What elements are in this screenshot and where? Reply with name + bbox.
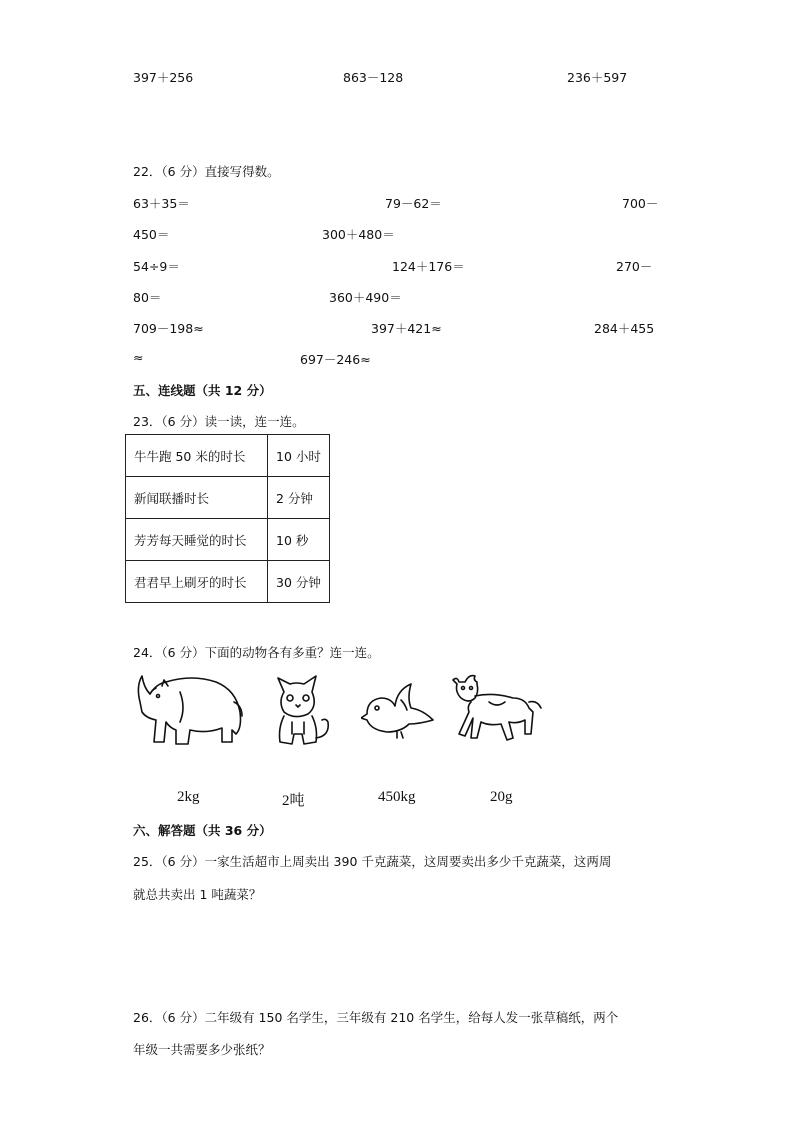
table-row [126, 519, 330, 561]
weight-option[interactable]: 2kg [177, 789, 200, 805]
activity-cell[interactable]: 新闻联播时长 [126, 477, 268, 519]
q22-item: 700－ [622, 196, 659, 211]
activity-cell[interactable]: 牛牛跑 50 米的时长 [126, 435, 268, 477]
q22-item: 63＋35＝ [133, 196, 190, 211]
top-expression-1: 397＋256 [133, 70, 194, 85]
section6-title: 六、解答题（共 36 分） [133, 823, 272, 838]
duration-cell[interactable]: 10 小时 [268, 435, 330, 477]
q22-item: 270－ [616, 259, 653, 274]
table-row [126, 435, 330, 477]
q24-title: 24．（6 分）下面的动物各有多重？连一连。 [133, 645, 380, 660]
q22-item: 697－246≈ [300, 352, 371, 367]
q22-item: 360＋490＝ [329, 290, 402, 305]
top-expression-3: 236＋597 [567, 70, 628, 85]
q22-item: 450＝ [133, 227, 170, 242]
q25-text-line1: 25．（6 分）一家生活超市上周卖出 390 千克蔬菜，这周要卖出多少千克蔬菜，这两周 [133, 854, 612, 869]
activity-cell[interactable]: 芳芳每天睡觉的时长 [126, 519, 268, 561]
cow-icon[interactable] [447, 672, 543, 748]
duration-cell[interactable]: 10 秒 [268, 519, 330, 561]
q23-title: 23．（6 分）读一读，连一连。 [133, 414, 305, 429]
section5-title: 五、连线题（共 12 分） [133, 383, 272, 398]
q22-item: 124＋176＝ [392, 259, 465, 274]
q26-text-line2: 年级一共需要多少张纸？ [133, 1042, 271, 1057]
q22-item: 284＋455 [594, 321, 655, 336]
rhino-icon[interactable] [132, 672, 244, 748]
q22-item: 79－62＝ [385, 196, 442, 211]
activity-cell[interactable]: 君君早上刷牙的时长 [126, 561, 268, 603]
q22-item: 300＋480＝ [322, 227, 395, 242]
q22-item: 80＝ [133, 290, 162, 305]
q22-item: ≈ [133, 350, 144, 365]
table-row [126, 561, 330, 603]
q23-matching-table [125, 434, 330, 603]
top-expression-2: 863－128 [343, 70, 404, 85]
q22-item: 397＋421≈ [371, 321, 442, 336]
q25-text-line2: 就总共卖出 1 吨蔬菜？ [133, 887, 262, 902]
table-row [126, 477, 330, 519]
duration-cell[interactable]: 30 分钟 [268, 561, 330, 603]
weight-option[interactable]: 2吨 [282, 793, 305, 809]
cat-icon[interactable] [270, 672, 336, 748]
q22-title: 22．（6 分）直接写得数。 [133, 164, 280, 179]
duration-cell[interactable]: 2 分钟 [268, 477, 330, 519]
weight-option[interactable]: 20g [490, 789, 513, 805]
bird-icon[interactable] [361, 680, 435, 742]
q22-item: 709－198≈ [133, 321, 204, 336]
weight-option[interactable]: 450kg [378, 789, 416, 805]
q22-item: 54÷9＝ [133, 259, 180, 274]
q26-text-line1: 26．（6 分）二年级有 150 名学生，三年级有 210 名学生，给每人发一张草稿纸，两个 [133, 1010, 619, 1025]
